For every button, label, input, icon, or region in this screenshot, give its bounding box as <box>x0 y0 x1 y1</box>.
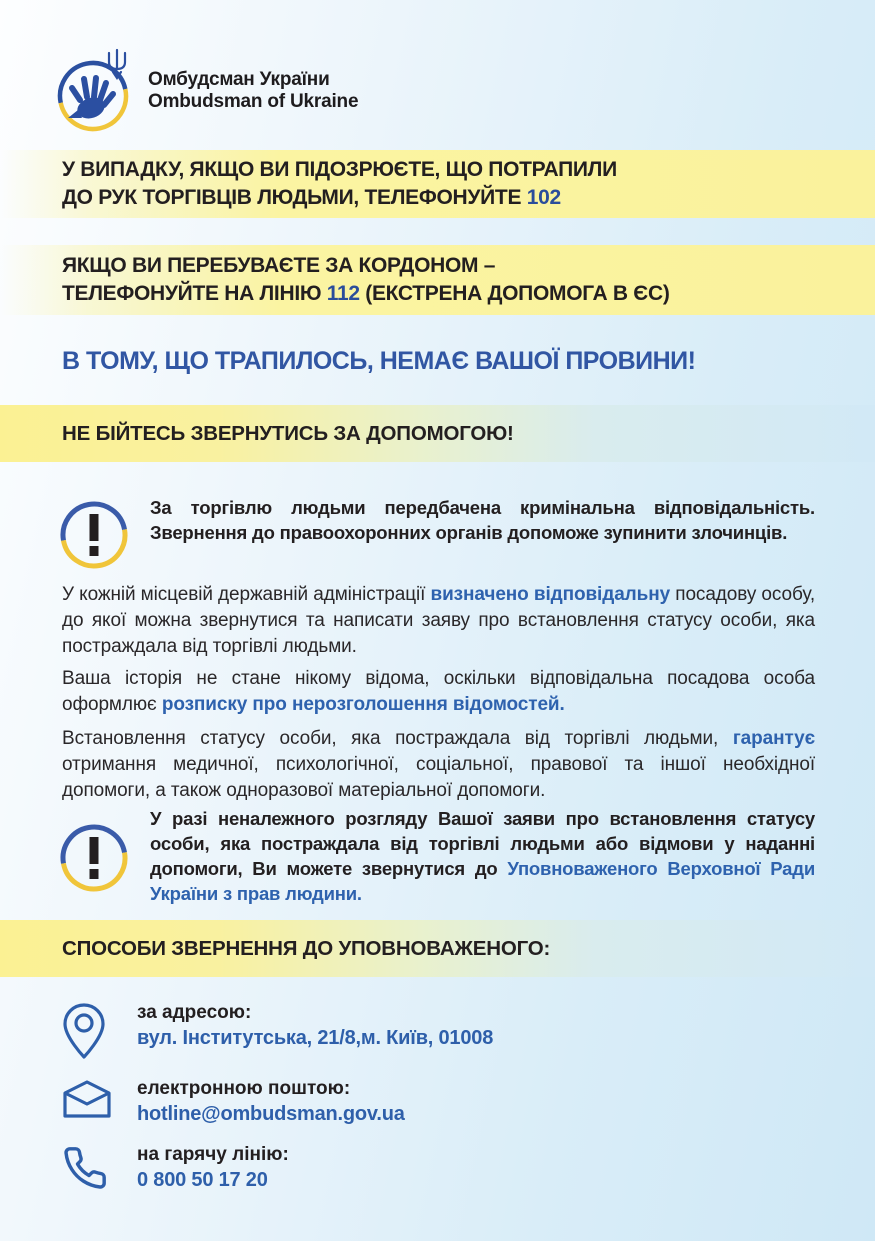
emergency-number-102: 102 <box>526 186 561 209</box>
exclamation-icon <box>58 499 130 571</box>
exclamation-icon <box>58 822 130 894</box>
band-contact-methods-label: СПОСОБИ ЗВЕРНЕННЯ ДО УПОВНОВАЖЕНОГО: <box>62 936 551 960</box>
contact-email-value: hotline@ombudsman.gov.ua <box>137 1103 405 1125</box>
callout-appeal-ombudsman-text: У разі неналежного розгляду Вашої заяви про встановлення статусу особи, яка постраждала від торгівлі людьми або відмови у наданні допомоги, Ви можете звернутися до Уповноваженого Верховної Ради України з прав людини. <box>150 808 815 904</box>
band-contact-methods <box>0 920 875 977</box>
accent-guarantees: гарантує <box>732 728 815 749</box>
banner-112-line2: ТЕЛЕФОНУЙТЕ НА ЛІНІЮ 112 (ЕКСТРЕНА ДОПОМОГА В ЄС) <box>62 282 670 305</box>
accent-designated-official: визначено відповідальну <box>430 584 671 605</box>
phone-icon <box>62 1142 137 1196</box>
ombudsman-logo-icon <box>56 48 136 134</box>
contact-hotline-label: на гарячу лінію: <box>137 1144 289 1165</box>
accent-ombudsman: Уповноваженого Верховної Ради України з прав людини. <box>150 858 815 904</box>
banner-112-line1: ЯКЩО ВИ ПЕРЕБУВАЄТЕ ЗА КОРДОНОМ – <box>62 254 496 277</box>
logo-title-en: Ombudsman of Ukraine <box>148 91 359 112</box>
envelope-icon <box>62 1076 137 1127</box>
callout-criminal-liability <box>0 495 875 545</box>
contact-email-label: електронною поштою: <box>137 1078 351 1099</box>
emergency-number-112: 112 <box>326 282 360 305</box>
hand-icon <box>68 78 113 122</box>
paragraph-status-guarantees: Встановлення статусу особи, яка постраждала від торгівлі людьми, гарантує отримання медичної, психологічної, соціальної, правової та іншої необхідної допомоги, а також одноразової матеріальної допомоги. <box>62 728 815 801</box>
banner-102-line2: ДО РУК ТОРГІВЦІВ ЛЮДЬМИ, ТЕЛЕФОНУЙТЕ 102 <box>62 186 561 209</box>
contact-hotline-value: 0 800 50 17 20 <box>137 1169 268 1191</box>
contact-address-label: за адресою: <box>137 1002 252 1023</box>
banner-emergency-112 <box>0 245 875 315</box>
callout-appeal-ombudsman <box>0 806 875 906</box>
banner-102-line1: У ВИПАДКУ, ЯКЩО ВИ ПІДОЗРЮЄТЕ, ЩО ПОТРАПИЛИ <box>62 158 617 181</box>
paragraph-responsible-official: У кожній місцевій державній адміністрації визначено відповідальну посадову особу, до якої можна звернутися та написати заяву про встановлення статусу особи, яка постраждала від торгівлі людьми. <box>62 584 816 657</box>
contact-hotline <box>62 1142 289 1196</box>
band-ask-for-help-label: НЕ БІЙТЕСЬ ЗВЕРНУТИСЬ ЗА ДОПОМОГОЮ! <box>62 421 514 445</box>
location-pin-icon <box>62 1000 137 1064</box>
callout-criminal-liability-text: За торгівлю людьми передбачена кримінальна відповідальність. Звернення до правоохоронних органів допоможе зупинити злочинців. <box>150 497 815 543</box>
contact-address-value: вул. Інститутська, 21/8,м. Київ, 01008 <box>137 1027 494 1049</box>
paragraph-confidentiality: Ваша історія не стане нікому відома, оскільки відповідальна посадова особа оформлює розписку про нерозголошення відомостей. <box>62 668 815 715</box>
no-fault-headline: В ТОМУ, ЩО ТРАПИЛОСЬ, НЕМАЄ ВАШОЇ ПРОВИНИ! <box>62 347 696 375</box>
banner-emergency-102 <box>0 150 875 218</box>
contact-address <box>62 1000 493 1064</box>
contact-email <box>62 1076 405 1127</box>
logo <box>56 48 358 134</box>
accent-nondisclosure: розписку про нерозголошення відомостей. <box>161 694 565 715</box>
logo-title-uk: Омбудсман України <box>148 69 330 90</box>
band-ask-for-help <box>0 405 875 462</box>
